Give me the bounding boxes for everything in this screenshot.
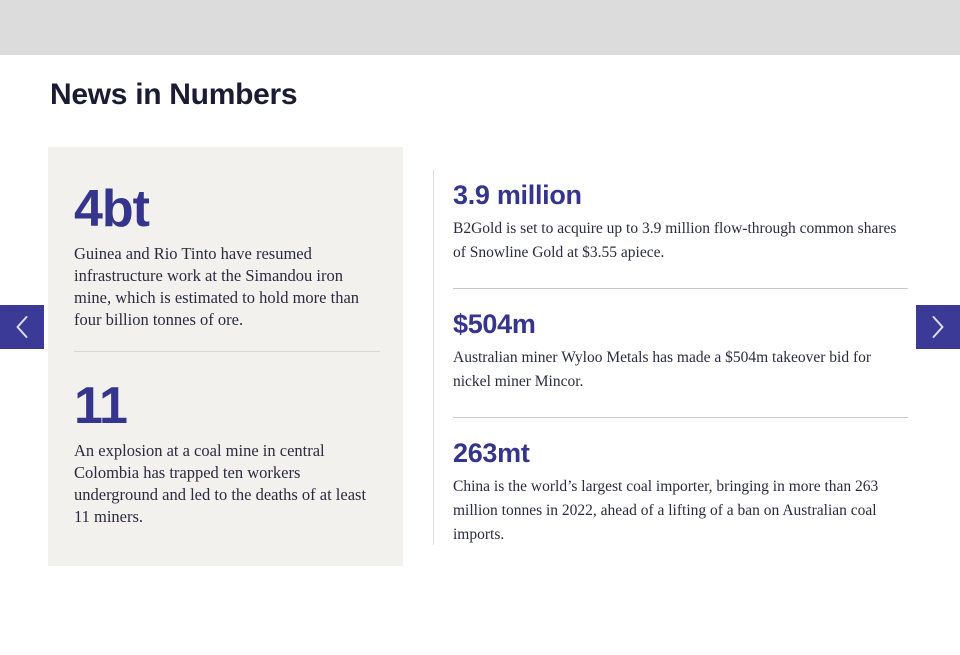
stat-description: An explosion at a coal mine in central Colombia has trapped ten workers underground and led to the deaths of at least 11 miners. — [74, 441, 367, 526]
stat-item — [453, 308, 908, 417]
stat-item — [74, 180, 379, 331]
divider — [453, 288, 908, 289]
vertical-divider — [433, 170, 434, 545]
stat-description: Guinea and Rio Tinto have resumed infrastructure work at the Simandou iron mine, which is estimated to hold more than four billion tonnes of ore. — [74, 244, 360, 329]
page-title: News in Numbers — [50, 78, 298, 111]
featured-stat-card — [48, 147, 403, 566]
stat-number: 4bt — [74, 180, 149, 238]
stat-number: 11 — [74, 377, 127, 435]
stat-number: $504m — [453, 309, 536, 339]
prev-button[interactable] — [0, 305, 44, 349]
stat-number: 3.9 million — [453, 180, 582, 210]
stat-item — [453, 179, 908, 288]
chevron-left-icon — [14, 315, 30, 339]
divider — [74, 351, 380, 352]
next-button[interactable] — [916, 305, 960, 349]
stat-list — [453, 179, 908, 547]
divider — [453, 417, 908, 418]
stat-number: 263mt — [453, 438, 530, 468]
stat-description: B2Gold is set to acquire up to 3.9 million flow-through common shares of Snowline Gold at $3.55 apiece. — [453, 220, 897, 261]
stat-item — [453, 437, 908, 547]
top-bar — [0, 0, 960, 55]
stat-description: Australian miner Wyloo Metals has made a $504m takeover bid for nickel miner Mincor. — [453, 349, 872, 390]
chevron-right-icon — [930, 315, 946, 339]
stat-description: China is the world’s largest coal importer, bringing in more than 263 million tonnes in 2022, ahead of a lifting of a ban on Australian coal imports. — [453, 478, 879, 543]
stat-item — [74, 377, 379, 528]
